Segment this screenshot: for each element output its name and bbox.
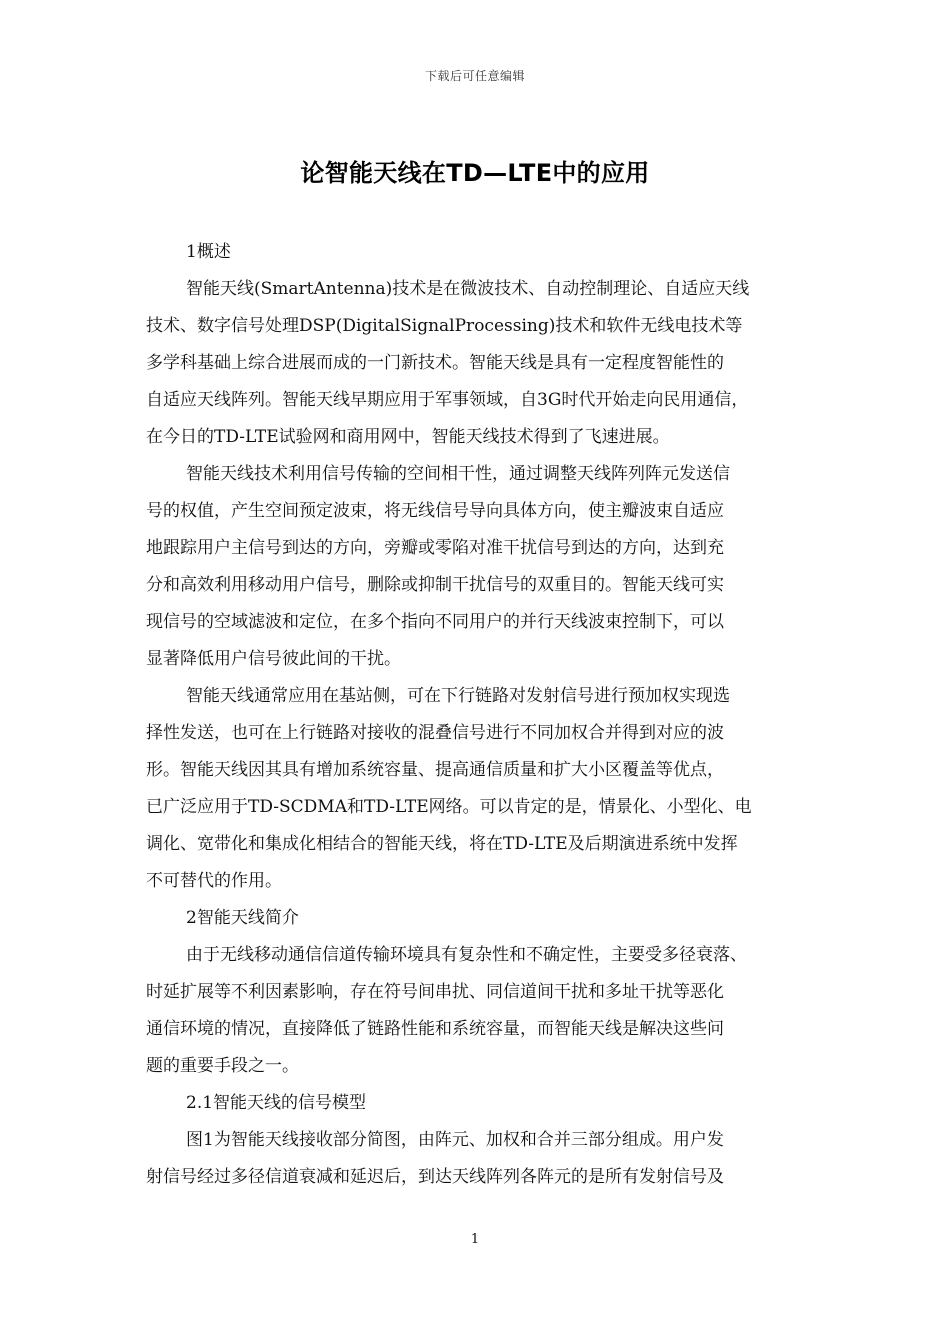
document-body: [146, 234, 822, 1196]
text-line: 智能天线(SmartAntenna)技术是在微波技术、自动控制理论、自适应天线: [186, 279, 750, 299]
text-line: 已广泛应用于TD-SCDMA和TD-LTE网络。可以肯定的是，情景化、小型化、电: [146, 797, 752, 817]
text-line: 由于无线移动通信信道传输环境具有复杂性和不确定性，主要受多径衰落、: [186, 945, 747, 965]
page-header: 下载后可任意编辑: [424, 69, 525, 83]
text-line: 图1为智能天线接收部分简图，由阵元、加权和合并三部分组成。用户发: [186, 1130, 724, 1150]
text-line: 智能天线通常应用在基站侧，可在下行链路对发射信号进行预加权实现选: [186, 686, 730, 706]
text-line: 不可替代的作用。: [146, 871, 282, 891]
text-line: 择性发送，也可在上行链路对接收的混叠信号进行不同加权合并得到对应的波: [146, 723, 724, 743]
text-line: 题的重要手段之一。: [146, 1056, 299, 1076]
text-line: 射信号经过多径信道衰减和延迟后，到达天线阵列各阵元的是所有发射信号及: [146, 1167, 724, 1187]
text-line: 智能天线技术利用信号传输的空间相干性，通过调整天线阵列阵元发送信: [186, 464, 730, 484]
text-line: 调化、宽带化和集成化相结合的智能天线，将在TD-LTE及后期演进系统中发挥: [146, 834, 738, 854]
text-line: 自适应天线阵列。智能天线早期应用于军事领域，自3G时代开始走向民用通信，: [146, 390, 749, 410]
text-line: 技术、数字信号处理DSP(DigitalSignalProcessing)技术和软件无线电技术等: [146, 316, 743, 336]
document-title: 论智能天线在TD—LTE中的应用: [300, 159, 650, 187]
text-line: 号的权值，产生空间预定波束，将无线信号导向具体方向，使主瓣波束自适应: [146, 501, 724, 521]
text-line: 1概述: [186, 242, 231, 262]
text-line: 现信号的空域滤波和定位，在多个指向不同用户的并行天线波束控制下，可以: [146, 612, 724, 632]
text-line: 2.1智能天线的信号模型: [186, 1093, 367, 1113]
text-line: 时延扩展等不利因素影响，存在符号间串扰、同信道间干扰和多址干扰等恶化: [146, 982, 724, 1002]
text-line: 形。智能天线因其具有增加系统容量、提高通信质量和扩大小区覆盖等优点，: [146, 760, 724, 780]
text-line: 在今日的TD-LTE试验网和商用网中，智能天线技术得到了飞速进展。: [146, 427, 670, 447]
text-line: 多学科基础上综合进展而成的一门新技术。智能天线是具有一定程度智能性的: [146, 353, 724, 373]
page-number: 1: [470, 1232, 480, 1247]
text-line: 显著降低用户信号彼此间的干扰。: [146, 649, 401, 669]
text-line: 2智能天线简介: [186, 908, 299, 928]
text-line: 分和高效利用移动用户信号，删除或抑制干扰信号的双重目的。智能天线可实: [146, 575, 724, 595]
text-line: 通信环境的情况，直接降低了链路性能和系统容量，而智能天线是解决这些问: [146, 1019, 724, 1039]
text-line: 地跟踪用户主信号到达的方向，旁瓣或零陷对准干扰信号到达的方向，达到充: [146, 538, 724, 558]
